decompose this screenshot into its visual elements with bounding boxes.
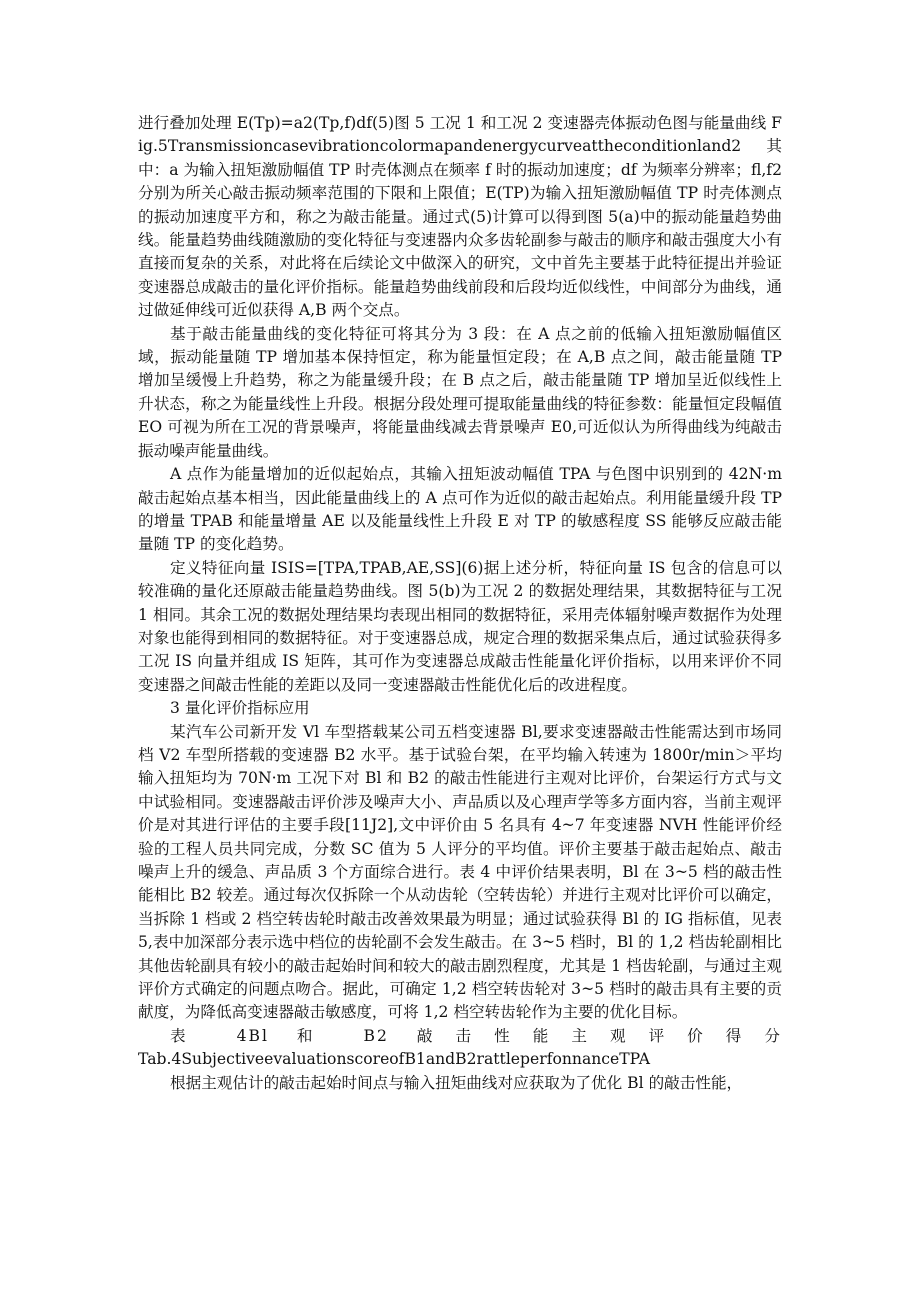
paragraph-rattle-start: A 点作为能量增加的近似起始点，其输入扭矩波动幅值 TPA 与色图中识别到的 42N·m 敲击起始点基本相当，因此能量曲线上的 A 点可作为近似的敲击起始点。利用能量缓升段 TP 的增量 TPAB 和能量增量 AE 以及能量线性上升段 E 对 TP 的敏感程度 SS 能够反应敲击能量随 TP 的变化趋势。 (138, 465, 782, 554)
table-caption-en: Tab.4SubjectiveevaluationscoreofB1andB2rattleperfonnanceTPA (138, 1050, 650, 1069)
section-heading: 3 量化评价指标应用 (170, 699, 310, 718)
paragraph-feature-vector: 定义特征向量 ISIS=[TPA,TPAB,AE,SS](6)据上述分析，特征向量 IS 包含的信息可以较准确的量化还原敲击能量趋势曲线。图 5(b)为工况 2 的数据处理结果，其数据特征与工况 1 相同。其余工况的数据处理结果均表现出相同的数据特征，采用壳体辐射噪声数据作为处理对象也能得到相同的数据特征。对于变速器总成，规定合理的数据采集点后，通过试验获得多工况 IS 向量并组成 IS 矩阵，其可作为变速器总成敲击性能量化评价指标，以用来评价不同变速器之间敲击性能的差距以及同一变速器敲击性能优化后的改进程度。 (138, 558, 782, 694)
document-page (138, 112, 782, 1095)
table-caption-cn: 表 4Bl 和 B2 敲击性能主观评价得分 (170, 1026, 782, 1045)
paragraph-application: 某汽车公司新开发 Vl 车型搭载某公司五档变速器 Bl,要求变速器敲击性能需达到市场同档 V2 车型所搭载的变速器 B2 水平。基于试验台架，在平均输入转速为 1800r/min＞平均输入扭矩均为 70N·m 工况下对 Bl 和 B2 的敲击性能进行主观对比评价，台架运行方式与文中试验相同。变速器敲击评价涉及噪声大小、声品质以及心理声学等多方面内容，当前主观评价是对其进行评估的主要手段[11J2],文中评价由 5 名具有 4~7 年变速器 NVH 性能评价经验的工程人员共同完成，分数 SC 值为 5 人评分的平均值。评价主要基于敲击起始点、敲击噪声上升的缓急、声品质 3 个方面综合进行。表 4 中评价结果表明，Bl 在 3~5 档的敲击性能相比 B2 较差。通过每次仅拆除一个从动齿轮（空转齿轮）并进行主观对比评价可以确定，当拆除 1 档或 2 档空转齿轮时敲击改善效果最为明显；通过试验获得 Bl 的 IG 指标值，见表 5,表中加深部分表示选中档位的齿轮副不会发生敲击。在 3~5 档时，Bl 的 1,2 档齿轮副相比其他齿轮副具有较小的敲击起始时间和较大的敲击剧烈程度，尤其是 1 档齿轮副，与通过主观评价方式确定的问题点吻合。据此，可确定 1,2 档空转齿轮对 3~5 档时的敲击具有主要的贡献度，为降低高变速器敲击敏感度，可将 1,2 档空转齿轮作为主要的优化目标。 (138, 722, 783, 1022)
paragraph-optimization: 根据主观估计的敲击起始时间点与输入扭矩曲线对应获取为了优化 Bl 的敲击性能， (170, 1073, 743, 1092)
paragraph-energy-segments: 基于敲击能量曲线的变化特征可将其分为 3 段：在 A 点之前的低输入扭矩激励幅值区域，振动能量随 TP 增加基本保持恒定，称为能量恒定段；在 A,B 点之间，敲击能量随 TP 增加呈缓慢上升趋势，称之为能量缓升段；在 B 点之后，敲击能量随 TP 增加呈近似线性上升状态，称之为能量线性上升段。根据分段处理可提取能量曲线的特征参数：能量恒定段幅值 EO 可视为所在工况的背景噪声，将能量曲线减去背景噪声 E0,可近似认为所得曲线为纯敲击振动噪声能量曲线。 (138, 324, 782, 460)
paragraph-energy-formula: 进行叠加处理 E(Tp)=a2(Tp,f)df(5)图 5 工况 1 和工况 2 变速器壳体振动色图与能量曲线 Fig.5Transmissioncasevibrationcolormapandenergycurveattheconditionland2 其中：a 为输入扭矩激励幅值 TP 时壳体测点在频率 f 时的振动加速度；df 为频率分辨率；fl,f2 分别为所关心敲击振动频率范围的下限和上限值；E(TP)为输入扭矩激励幅值 TP 时壳体测点的振动加速度平方和，称之为敲击能量。通过式(5)计算可以得到图 5(a)中的振动能量趋势曲线。能量趋势曲线随激励的变化特征与变速器内众多齿轮副参与敲击的顺序和敲击强度大小有直接而复杂的关系，对此将在后续论文中做深入的研究，文中首先主要基于此特征提出并验证变速器总成敲击的量化评价指标。能量趋势曲线前段和后段均近似线性，中间部分为曲线，通过做延伸线可近似获得 A,B 两个交点。 (138, 114, 782, 320)
